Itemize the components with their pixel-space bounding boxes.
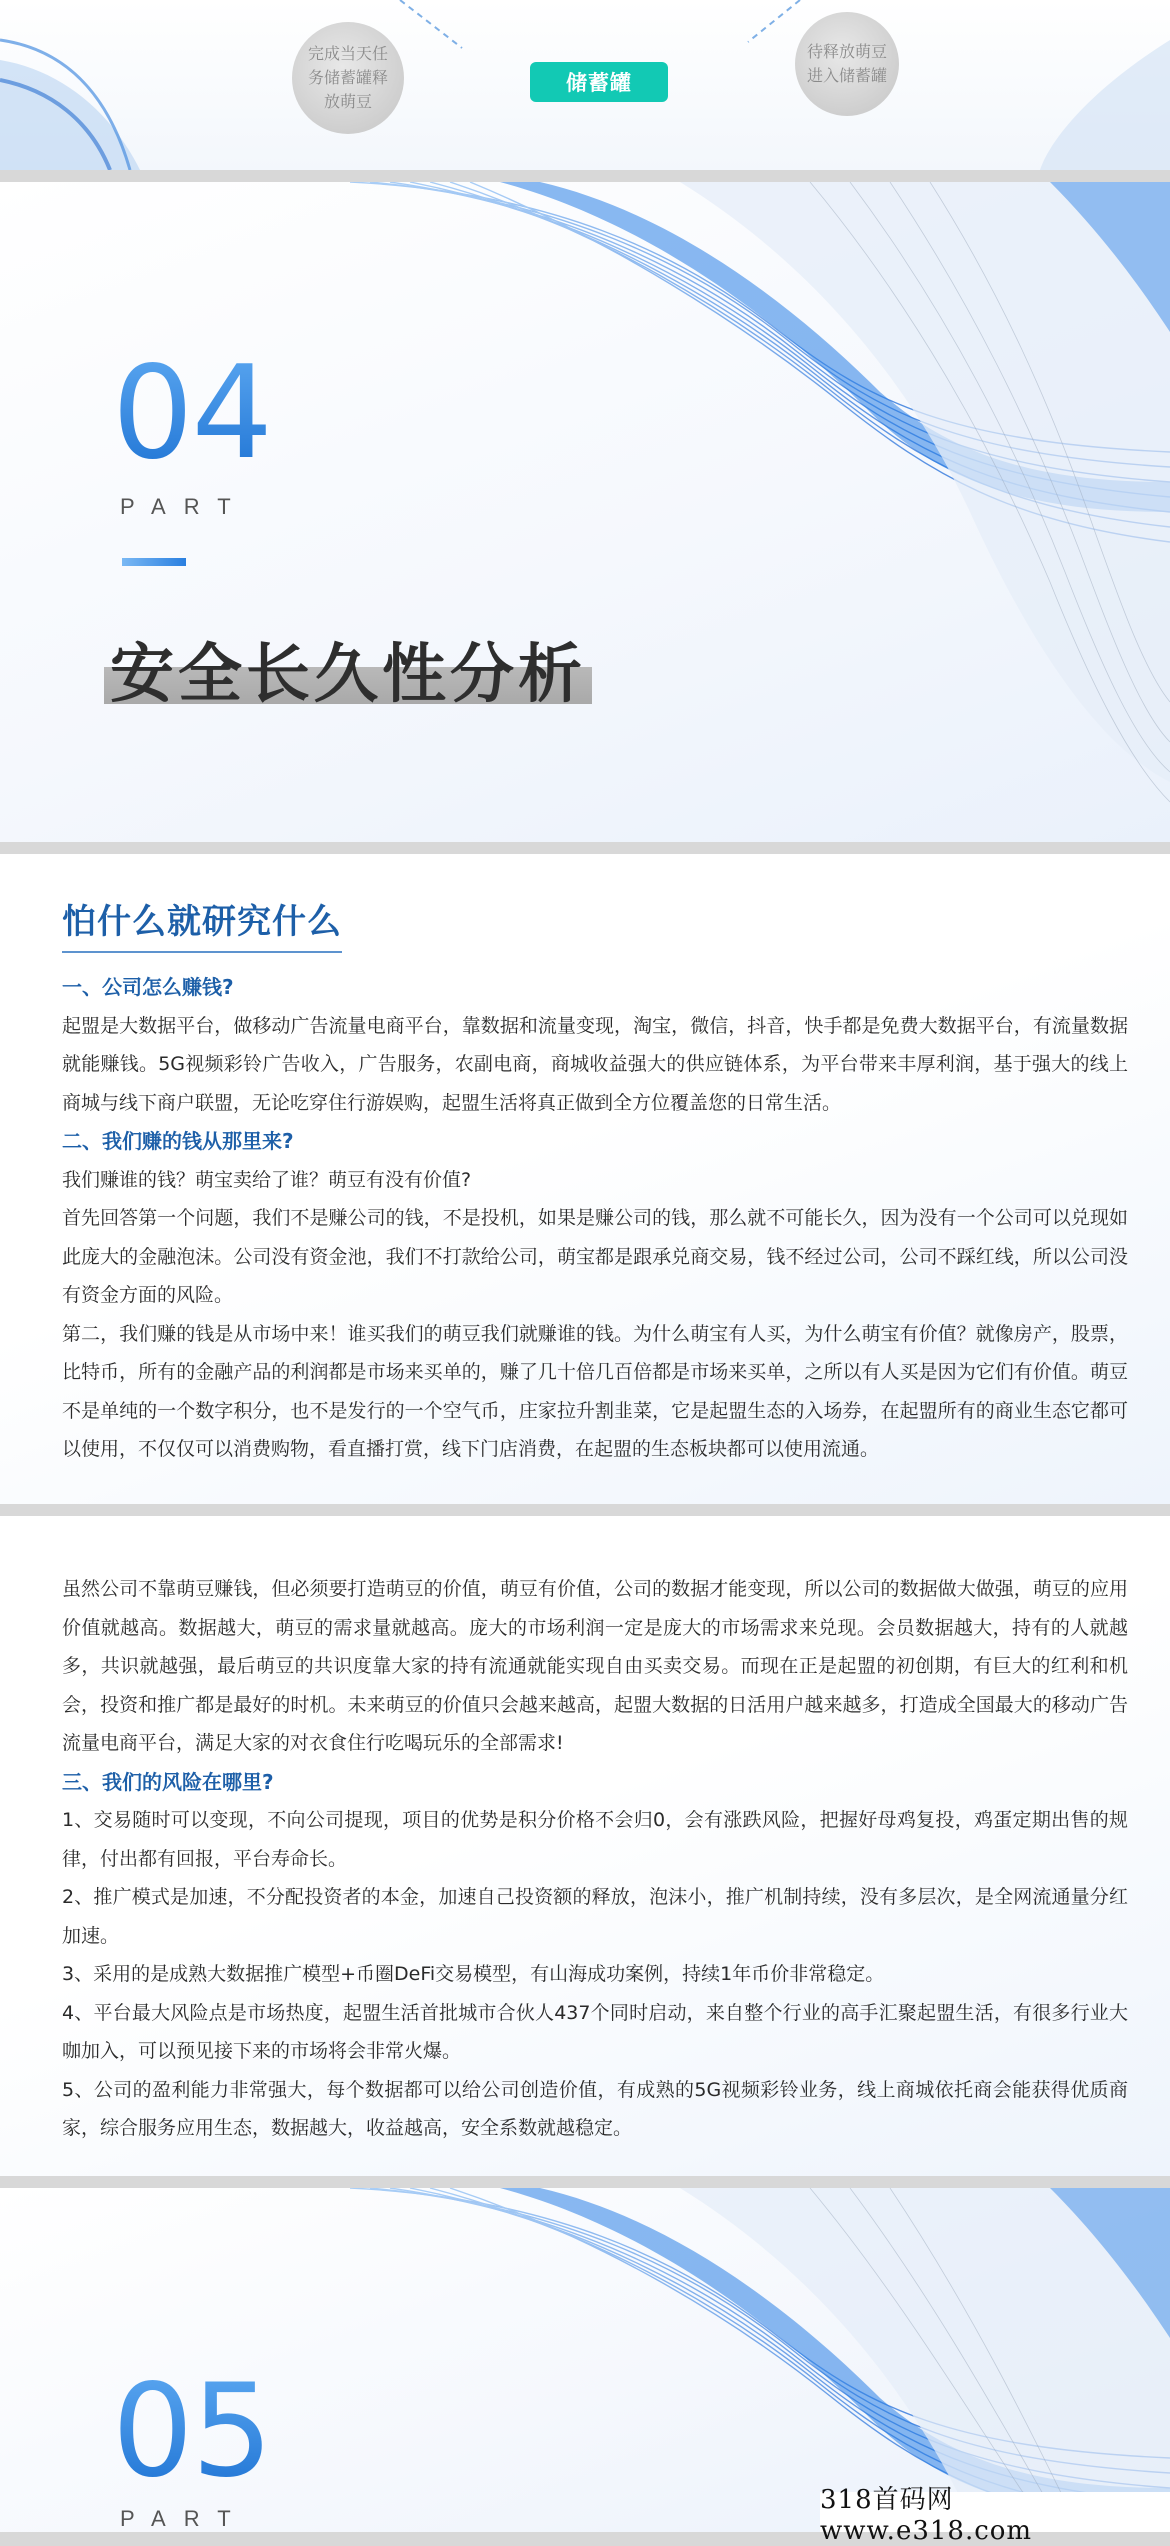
paragraph: 第二，我们赚的钱是从市场中来！谁买我们的萌豆我们就赚谁的钱。为什么萌宝有人买，为什么萌宝有价值？就像房产，股票，比特币，所有的金融产品的利润都是市场来买单的，赚了几十倍几百倍都是市场来买单，之所以有人买是因为它们有价值。萌豆不是单纯的一个数字积分，也不是发行的一个空气币，庄家拉升割韭菜，它是起盟生态的入场券，在起盟所有的商业生态它都可以使用，不仅仅可以消费购物，看直播打赏，线下门店消费，在起盟的生态板块都可以使用流通。 [62, 1322, 1128, 1460]
subheading: 一、公司怎么赚钱? [62, 975, 234, 999]
text-slide-2 [0, 1516, 1170, 2176]
part-underline [122, 558, 186, 566]
paragraph: 虽然公司不靠萌豆赚钱，但必须要打造萌豆的价值，萌豆有价值，公司的数据才能变现，所以公司的数据做大做强，萌豆的应用价值就越高。数据越大，萌豆的需求量就越高。庞大的市场利润一定是庞大的市场需求来兑现。会员数据越大，持有的人就越多，共识就越强，最后萌豆的共识度靠大家的持有流通就能实现自由买卖交易。而现在正是起盟的初创期，有巨大的红利和机会，投资和推广都是最好的时机。未来萌豆的价值只会越来越高，起盟大数据的日活用户越来越多，打造成全国最大的移动广告流量电商平台，满足大家的对衣食住行吃喝玩乐的全部需求! [62, 1578, 1128, 1754]
paragraph: 我们赚谁的钱？萌宝卖给了谁？萌豆有没有价值? [62, 1168, 472, 1191]
section-a-body [62, 968, 1128, 1469]
subheading: 二、我们赚的钱从那里来? [62, 1129, 294, 1153]
list-item: 3、采用的是成熟大数据推广模型+币圈DeFi交易模型，有山海成功案例，持续1年币价非常稳定。 [62, 1963, 885, 1985]
list-item: 2、推广模式是加速，不分配投资者的本金，加速自己投资额的释放，泡沫小，推广机制持续，没有多层次，是全网流通量分红加速。 [62, 1886, 1128, 1947]
blue-ribbon-decoration [350, 182, 1170, 842]
paragraph: 首先回答第一个问题，我们不是赚公司的钱，不是投机，如果是赚公司的钱，那么就不可能长久，因为没有一个公司可以兑现如此庞大的金融泡沫。公司没有资金池，我们不打款给公司，萌宝都是跟承兑商交易，钱不经过公司，公司不踩红线，所以公司没有资金方面的风险。 [62, 1207, 1128, 1306]
circle-left: 完成当天任务储蓄罐释放萌豆 [292, 22, 404, 134]
list-item: 5、公司的盈利能力非常强大，每个数据都可以给公司创造价值，有成熟的5G视频彩铃业务，线上商城依托商会能获得优质商家，综合服务应用生态，数据越大，收益越高，安全系数就越稳定。 [62, 2078, 1128, 2139]
section-heading: 怕什么就研究什么 [62, 894, 342, 953]
cover-title: 安全长久性分析 [104, 642, 592, 704]
slide-top-partial [0, 0, 1170, 170]
part-number: 04 [112, 339, 271, 488]
circle-right: 待释放萌豆进入储蓄罐 [795, 12, 899, 116]
section-b-body [62, 1570, 1128, 2148]
text-slide-1 [0, 854, 1170, 1504]
cover-slide-04 [0, 182, 1170, 842]
watermark: 318首码网 www.e318.com [820, 2492, 1170, 2532]
part-label: PART [120, 494, 249, 519]
savings-jar-chip: 储蓄罐 [530, 62, 668, 102]
paragraph: 起盟是大数据平台，做移动广告流量电商平台，靠数据和流量变现，淘宝，微信，抖音，快手都是免费大数据平台，有流量数据就能赚钱。5G视频彩铃广告收入，广告服务，农副电商，商城收益强大的供应链体系，为平台带来丰厚利润，基于强大的线上商城与线下商户联盟，无论吃穿住行游娱购，起盟生活将真正做到全方位覆盖您的日常生活。 [62, 1014, 1128, 1114]
part-label: PART [120, 2506, 249, 2531]
part-number: 05 [112, 2357, 271, 2506]
list-item: 4、平台最大风险点是市场热度，起盟生活首批城市合伙人437个同时启动，来自整个行业的高手汇聚起盟生活，有很多行业大咖加入，可以预见接下来的市场将会非常火爆。 [62, 2001, 1128, 2062]
list-item: 1、交易随时可以变现，不向公司提现，项目的优势是积分价格不会归0，会有涨跌风险，把握好母鸡复投，鸡蛋定期出售的规律，付出都有回报，平台寿命长。 [62, 1809, 1128, 1870]
subheading: 三、我们的风险在哪里? [62, 1769, 274, 1794]
